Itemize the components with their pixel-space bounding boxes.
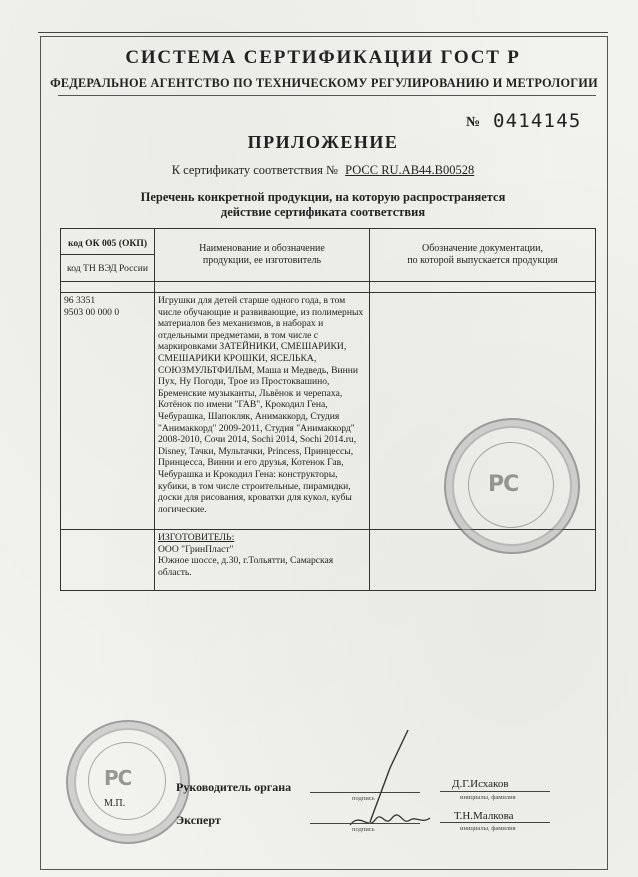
codes-cell — [61, 293, 155, 530]
expert-signature-line — [310, 823, 420, 824]
agency-underline — [58, 95, 596, 96]
system-title: СИСТЕМА СЕРТИФИКАЦИИ ГОСТ Р — [125, 47, 521, 68]
page-title: ПРИЛОЖЕНИЕ — [247, 132, 399, 152]
manufacturer-code-cell — [61, 530, 155, 591]
doc-header-line1: Обозначение документации, — [421, 243, 544, 255]
head-signature-caption: подпись — [352, 795, 375, 802]
head-name: Д.Г.Исхаков — [452, 778, 509, 790]
rst-logo-icon: РС — [488, 472, 519, 497]
name-header-line1: Наименование и обозначение — [199, 243, 325, 255]
expert-name-line — [440, 822, 550, 823]
manufacturer-name: ООО "ГринПласт" — [158, 543, 234, 555]
top-border — [38, 32, 608, 33]
list-title-line2: действие сертификата соответствия — [220, 205, 426, 219]
certification-stamp-right — [444, 418, 580, 554]
head-label: Руководитель органа — [176, 780, 292, 794]
product-description: Игрушки для детей старше одного года, в том числе обучающие и развивающие, из полимерных материалов без механизмов, в наборах и отдельными предметами, в том числе с маркировками ЗАТЕЙНИКИ, СМЕШАРИКИ, СМЕШАРИКИ КРОШКИ, ЯСЕЛЬКА, СОЮЗМУЛЬТФИЛЬМ, Маша и Медведь, Винни Пух, Ну Погоди, Трое из Простоквашино, Бременские музыканты, Львёнок и черепаха, Котёнок по имени "ГАВ", Крокодил Гена, Чебурашка, Шапокляк, Анимаккорд, Студия "Анимаккорд" 2009-2011, Студия "Анимаккорд" 2008-2010, Сочи 2014, Sochi 2014, Sochi 2014.ru, Disney, Тачки, Мультачки, Princess, Принцессы, Принцесса, Винни и его друзья, Котенок Гав, Чебурашка и Крокодил Гена: конструкторы, кубики, в том числе строительные, пирамидки, доски для рисования, кроватки для кукол, кубы логические. — [155, 293, 370, 530]
code-tnved-header: код ТН ВЭД России — [67, 263, 148, 274]
manufacturer-label: ИЗГОТОВИТЕЛЬ: — [158, 532, 235, 543]
code-okp-header: код ОК 005 (ОКП) — [61, 229, 154, 255]
name-header-line2: продукции, ее изготовитель — [202, 255, 322, 266]
manufacturer-address: Южное шоссе, д.30, г.Тольятти, Самарская область. — [158, 555, 334, 578]
name-header — [155, 229, 370, 282]
head-name-line — [440, 791, 550, 792]
manufacturer-cell — [155, 530, 370, 591]
certification-stamp-left — [66, 720, 190, 844]
code-tnved: 9503 00 000 0 — [64, 306, 120, 318]
number-prefix: № — [466, 115, 481, 130]
code-header-cell — [61, 229, 155, 282]
certificate-label: К сертификату соответствия № — [171, 163, 338, 177]
expert-name: Т.Н.Малкова — [454, 810, 514, 822]
expert-initials-caption: инициалы, фамилия — [460, 825, 516, 832]
doc-header-line2: по которой выпускается продукция — [407, 255, 558, 266]
expert-label: Эксперт — [176, 813, 221, 827]
list-title-line1: Перечень конкретной продукции, на которую распространяется — [140, 190, 506, 204]
agency-title: ФЕДЕРАЛЬНОЕ АГЕНТСТВО ПО ТЕХНИЧЕСКОМУ РЕГУЛИРОВАНИЮ И МЕТРОЛОГИИ — [50, 76, 598, 90]
certificate-line — [40, 163, 606, 178]
code-okp: 96 3351 — [64, 295, 96, 306]
expert-signature-caption: подпись — [352, 826, 375, 833]
mp-label: М.П. — [104, 798, 126, 809]
head-initials-caption: инициалы, фамилия — [460, 794, 516, 801]
certificate-number: РОСС RU.AB44.B00528 — [345, 163, 475, 177]
rst-logo-icon-left: РС — [104, 766, 132, 790]
list-title — [40, 190, 606, 220]
doc-header — [370, 229, 596, 282]
handwritten-signature-icon — [330, 720, 440, 830]
form-number: 0414145 — [493, 110, 582, 132]
table-header-row — [61, 229, 596, 282]
table-gap-row — [61, 282, 596, 293]
